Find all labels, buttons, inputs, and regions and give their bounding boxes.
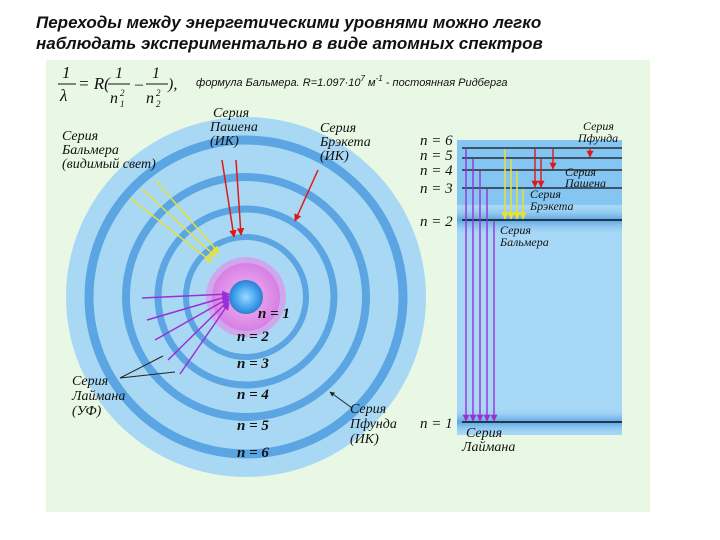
title-line-2: наблюдать экспериментально в виде атомных спектров (36, 34, 543, 53)
orbit-label-2: n = 2 (237, 329, 269, 345)
formula-n2: n (146, 90, 154, 107)
orbit-label-1: n = 1 (258, 306, 290, 322)
lyman-label-line3: (УФ) (72, 404, 102, 419)
level-balmer-line2: Бальмера (500, 235, 549, 249)
level-pfund-line1: Серия (583, 119, 614, 133)
formula-n2-sub: 2 (156, 99, 161, 109)
formula-n1-sub: 1 (120, 99, 125, 109)
orbit-label-3: n = 3 (237, 356, 269, 372)
brackett-label (319, 121, 374, 164)
level-label-1: n = 1 (420, 416, 453, 432)
formula-desc-exp: 7 (360, 74, 365, 83)
formula-minus: – (135, 76, 143, 93)
brackett-label-line3: (ИК) (320, 149, 349, 164)
formula-one-b: 1 (152, 65, 160, 82)
level-label-2: n = 2 (420, 214, 453, 230)
balmer-label-line3: (видимый свет) (62, 157, 156, 172)
formula-desc-unit: м (365, 77, 376, 89)
formula-n1: n (110, 90, 118, 107)
brackett-label-line2: Брэкета (320, 135, 371, 150)
level-lyman-line2: Лаймана (462, 440, 516, 455)
level-paschen-line1: Серия (565, 165, 596, 179)
brackett-label-line1: Серия (320, 121, 357, 136)
pfund-label-line3: (ИК) (350, 432, 379, 447)
pfund-label-line1: Серия (350, 402, 387, 417)
formula-lambda: λ (60, 86, 68, 105)
pfund-label-line2: Пфунда (350, 417, 397, 432)
orbit-label-6: n = 6 (237, 445, 269, 461)
title-line-1: Переходы между энергетическими уровнями можно легко (36, 13, 542, 32)
level-label-6: n = 6 (420, 133, 453, 149)
balmer-label-line1: Серия (62, 129, 99, 144)
level-balmer-line1: Серия (500, 223, 531, 237)
paschen-label-line1: Серия (213, 106, 250, 121)
balmer-label-line2: Бальмера (62, 143, 119, 158)
formula-desc-unit-exp: -1 (375, 74, 383, 83)
formula-eq-r: = R( (78, 74, 110, 93)
level-label-3: n = 3 (420, 181, 453, 197)
pfund-label (349, 402, 400, 447)
level-pfund-label (577, 119, 618, 145)
formula-n1-sup: 2 (120, 88, 125, 98)
orbit-label-4: n = 4 (237, 387, 269, 403)
lyman-label-line2: Лаймана (72, 389, 126, 404)
balmer-formula (58, 63, 177, 109)
formula-one-left: 1 (62, 63, 71, 82)
formula-desc-prefix: формула Бальмера. R=1.097·10 (196, 77, 361, 89)
level-label-5: n = 5 (420, 148, 453, 164)
formula-close: ), (168, 76, 178, 93)
formula-n2-sup: 2 (156, 88, 161, 98)
paschen-label-line2: Пашена (210, 120, 258, 135)
level-lyman-line1: Серия (466, 426, 503, 441)
lyman-label-line1: Серия (72, 374, 109, 389)
formula-one-a: 1 (115, 65, 123, 82)
level-paschen-line2: Пашена (565, 176, 607, 190)
level-label-4: n = 4 (420, 163, 453, 179)
formula-description (196, 74, 508, 89)
level-brackett-line1: Серия (530, 187, 561, 201)
orbit-label-5: n = 5 (237, 418, 269, 434)
level-pfund-line2: Пфунда (578, 131, 619, 145)
paschen-label-line3: (ИК) (210, 134, 239, 149)
level-brackett-line2: Брэкета (530, 199, 574, 213)
formula-desc-suffix: - постоянная Ридберга (382, 77, 508, 89)
